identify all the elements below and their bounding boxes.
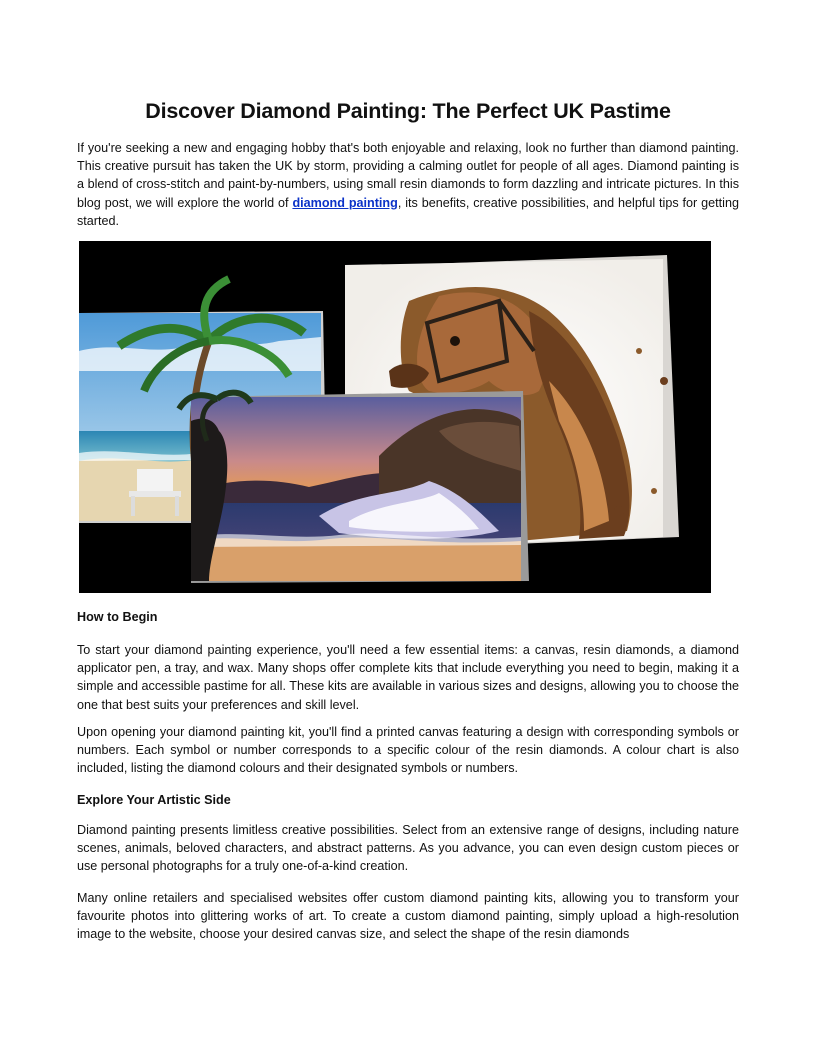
diamond-painting-link[interactable]: diamond painting (292, 195, 398, 210)
intro-paragraph (77, 139, 739, 230)
intro-text-before: If you're seeking a new and engaging hobby that's both enjoyable and relaxing, look no further than diamond painting. This creative pursuit has taken the UK by storm, providing a calming outlet for people of all ages. Diamond painting is a blend of cross-stitch and paint-by-numbers, using small resin diamonds to form dazzling and intricate pictures. In this blog post, we will explore the world of (77, 141, 739, 210)
section-paragraph: Upon opening your diamond painting kit, you'll find a printed canvas featuring a design with corresponding symbols or numbers. Each symbol or number corresponds to a specific colour of the resin diamonds. A colour chart is also included, listing the diamond colours and their designated symbols or numbers. (77, 725, 739, 776)
hero-image-canvases (79, 241, 711, 593)
sunset-canvas (179, 391, 529, 583)
section-paragraph: Many online retailers and specialised websites offer custom diamond painting kits, allowing you to transform your favourite photos into glittering works of art. To create a custom diamond painting, simply upload a high-resolution image to the website, choose your desired canvas size, and select the shape of the resin diamonds (77, 891, 739, 942)
canvas-collage-illustration (79, 241, 711, 593)
intro-text-after: , its benefits, creative possibilities, and helpful tips for getting started. (77, 195, 739, 228)
section-paragraph: To start your diamond painting experience, you'll need a few essential items: a canvas, resin diamonds, a diamond applicator pen, a tray, and wax. Many shops offer complete kits that include everything you need to begin, making it a simple and accessible pastime for all. These kits are available in various sizes and designs, allowing you to choose the one that best suits your preferences and skill level. (77, 643, 739, 712)
section-heading-explore-artistic-side: Explore Your Artistic Side (77, 793, 231, 807)
section-heading-how-to-begin: How to Begin (77, 610, 158, 624)
page-title: Discover Diamond Painting: The Perfect UK Pastime (145, 99, 671, 123)
section-paragraph: Diamond painting presents limitless creative possibilities. Select from an extensive range of designs, including nature scenes, animals, beloved characters, and abstract patterns. As you advance, you can even design custom pieces or use personal photographs for a truly one-of-a-kind creation. (77, 823, 739, 874)
